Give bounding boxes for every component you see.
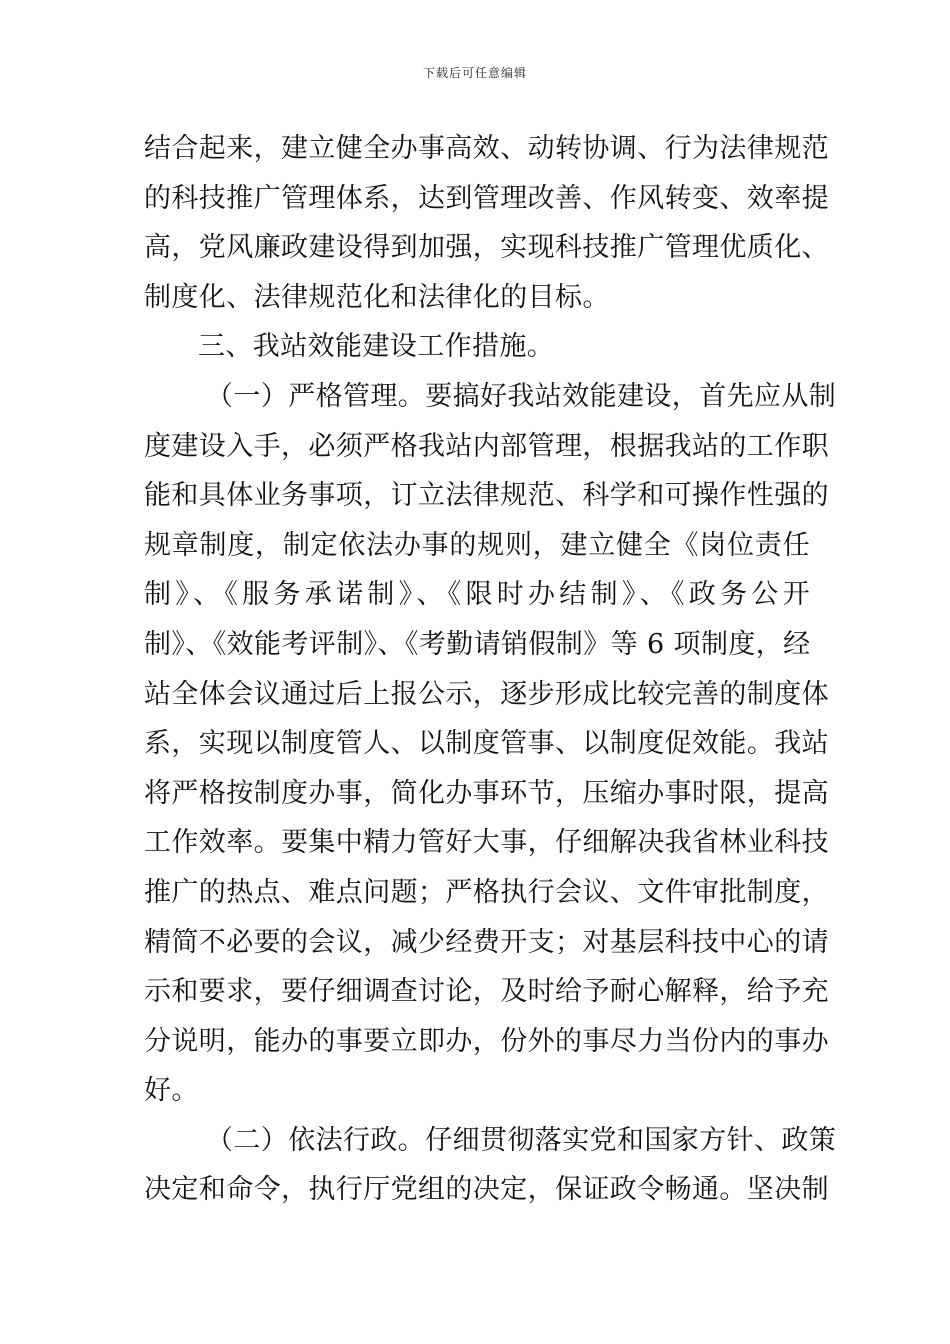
paragraph-line: 度建设入手，必须严格我站内部管理，根据我站的工作职	[144, 430, 829, 462]
paragraph-line: （一）严格管理。要搞好我站效能建设，首先应从制	[206, 380, 837, 412]
paragraph-line: 制度化、法律规范化和法律化的目标。	[144, 281, 610, 313]
paragraph-line: 推广的热点、难点问题；严格执行会议、文件审批制度，	[144, 876, 829, 908]
paragraph-line: 将严格按制度办事，简化办事环节，压缩办事时限，提高	[144, 777, 829, 809]
document-body	[144, 124, 837, 1215]
page-header: 下载后可任意编辑	[422, 66, 527, 80]
paragraph-line: 系，实现以制度管人、以制度管事、以制度促效能。我站	[144, 728, 829, 760]
paragraph-line: 高，党风廉政建设得到加强，实现科技推广管理优质化、	[144, 232, 829, 264]
paragraph-line: 的科技推广管理体系，达到管理改善、作风转变、效率提	[144, 182, 829, 214]
paragraph-line: 精简不必要的会议，减少经费开支；对基层科技中心的请	[144, 926, 829, 958]
paragraph-line: 规章制度，制定依法办事的规则，建立健全《岗位责任	[144, 529, 810, 561]
section-heading: 三、我站效能建设工作措施。	[198, 331, 555, 363]
paragraph-line: 示和要求，要仔细调查讨论，及时给予耐心解释，给予充	[144, 976, 829, 1008]
paragraph-line: 分说明，能办的事要立即办，份外的事尽力当份内的事办	[144, 1025, 829, 1057]
paragraph-line: 能和具体业务事项，订立法律规范、科学和可操作性强的	[144, 480, 829, 512]
paragraph-line: 决定和命令，执行厅党组的决定，保证政令畅通。坚决制	[144, 1174, 829, 1206]
paragraph-line: （二）依法行政。仔细贯彻落实党和国家方针、政策	[206, 1124, 837, 1156]
paragraph-line: 结合起来，建立健全办事高效、动转协调、行为法律规范	[144, 133, 829, 164]
paragraph-line: 制》、《效能考评制》、《考勤请销假制》等 6 项制度，经	[144, 628, 811, 660]
paragraph-line: 工作效率。要集中精力管好大事，仔细解决我省林业科技	[144, 827, 829, 859]
paragraph-line: 好。	[144, 1075, 199, 1107]
paragraph-line: 制》、《服务承诺制》、《限时办结制》、《政务公开	[144, 579, 810, 611]
paragraph-line: 站全体会议通过后上报公示，逐步形成比较完善的制度体	[144, 678, 829, 710]
